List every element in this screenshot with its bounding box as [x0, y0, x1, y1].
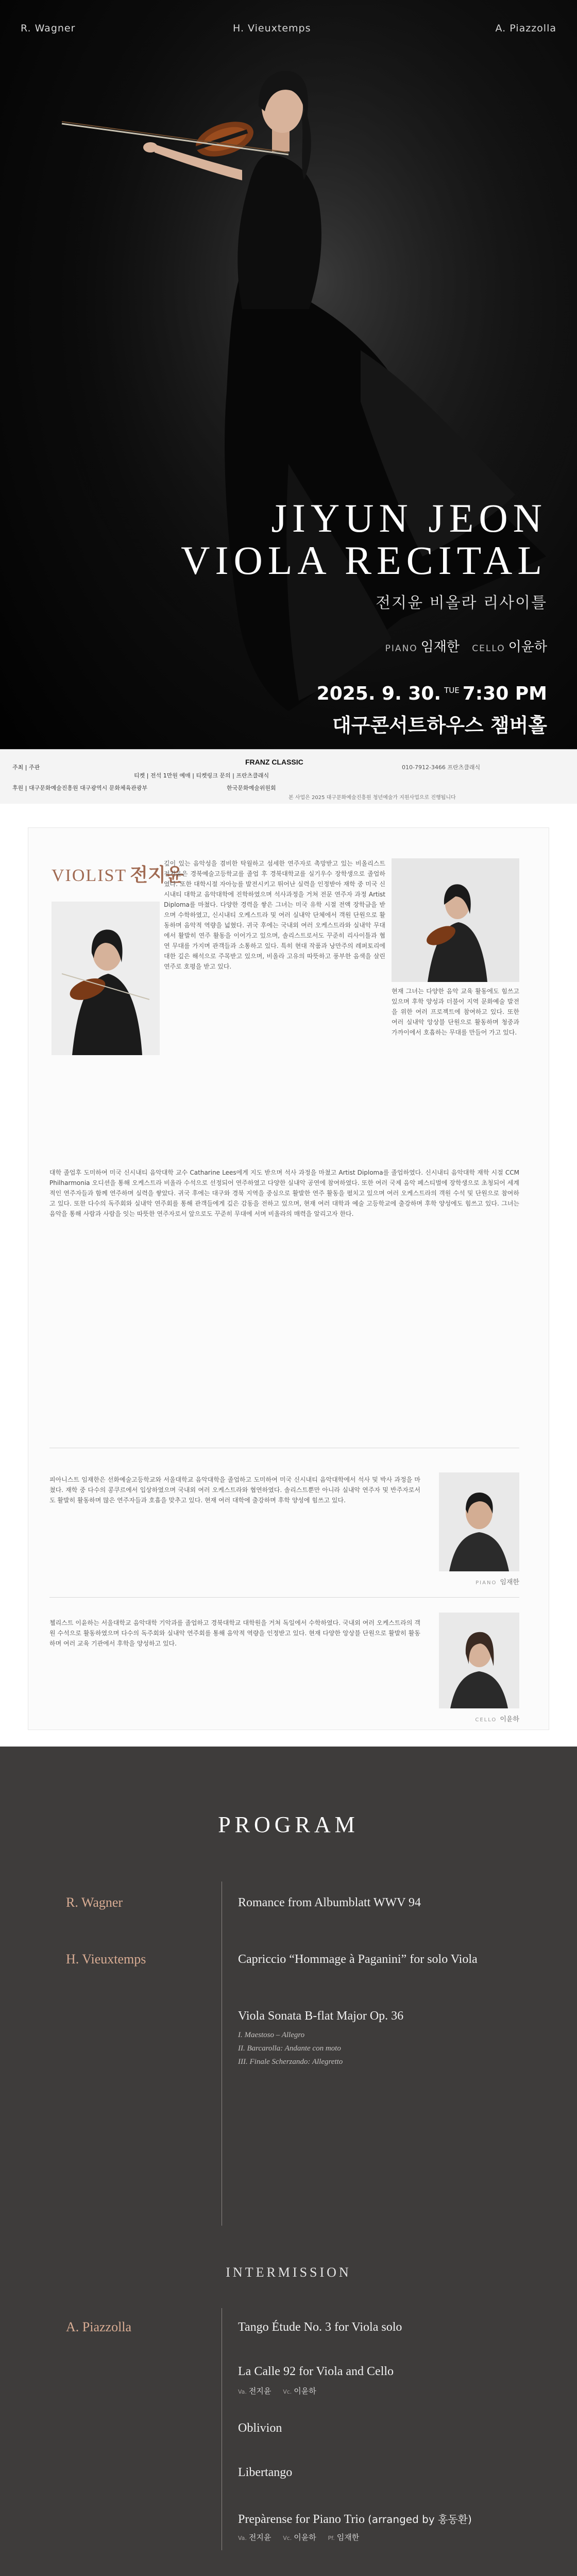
work-la-calle-92: La Calle 92 for Viola and Cello: [238, 2365, 394, 2378]
bio-divider-2: [49, 1597, 519, 1598]
preparense-arranger: (arranged by 홍동환): [367, 2513, 472, 2526]
cast-role-piano: PIANO: [385, 643, 418, 654]
sonata-movement-3: III. Finale Scherzando: Allegretto: [238, 2058, 343, 2066]
footer-support-note: 본 사업은 2025 대구문화예술진흥원 청년예술가 지원사업으로 진행됩니다: [288, 795, 456, 801]
work-preparense: Prepàrense for Piano Trio (arranged by 홍동환): [238, 2513, 472, 2526]
violist-portrait: [52, 902, 160, 1055]
bio-paragraph-1: 깊이 있는 음악성을 겸비한 탁월하고 섬세한 연주자로 촉망받고 있는 비올리스트 전지윤은 경북예술고등학교를 졸업 후 경북대학교를 실기우수 장학생으로 졸업하였다. 또한 대학시절 자아능를 발전시키고 뛰어난 실력을 인정받아 재학 중 미국 신시내티 대학교 음악대학에 진학하였으며 석사과정을 거쳐 전문 연주자 과정 Artist Diploma를 마쳤다. 다양한 경력을 쌓은 그녀는 미국 유학 시절 전액 장학금을 받으며 수학하였고, 신시내티 오케스트라 및 여러 실내악 단체에서 객원 단원으로 활동하며 음악적 역량을 넓혔다. 귀국 후에는 국내외 여러 오케스트라와 실내악 무대에서 활발히 연주 활동을 이어가고 있으며, 솔리스트로서도 꾸준히 리사이틀과 협연 무대를 가지며 관객들과 소통하고 있다. 특히 현대 작품과 낭만주의 레퍼토리에 대한 깊은 해석으로 주목받고 있으며, 비올라 고유의 따뜻하고 풍부한 음색을 살린 연주로 호평을 받고 있다.: [164, 860, 385, 970]
title-kr: 전지윤 비올라 리사이틀: [376, 594, 547, 612]
pianist-bio: 피아니스트 임재한은 선화예술고등학교와 서울대학교 음악대학을 졸업하고 도미하여 미국 신시내티 음악대학에서 석사 및 박사 과정을 마쳤다. 재학 중 다수의 콩쿠르에서 입상하였으며 국내외 여러 오케스트라와 협연하였다. 솔리스트뿐만 아니라 실내악 연주자 및 반주자로서도 활발히 활동하며 많은 연주자들과 호흡을 맞추고 있다. 현재 여러 대학에 출강하며 후학 양성에 힘쓰고 있다.: [49, 1476, 420, 1504]
program-section: [0, 1747, 577, 2576]
cellist-caption: [439, 1714, 519, 1723]
concert-time: 7:30 PM: [462, 683, 547, 704]
cast-role-cello: CELLO: [472, 643, 505, 654]
composer-wagner-label: R. Wagner: [66, 1895, 123, 1910]
pianist-role: PIANO: [476, 1580, 497, 1586]
credit-viola: 전지윤: [248, 2533, 271, 2542]
work-libertango: Libertango: [238, 2466, 293, 2479]
pianist-photo: [439, 1472, 519, 1571]
poster-footer: [0, 749, 577, 804]
composer-wagner: R. Wagner: [21, 23, 76, 34]
work-wagner-romance: Romance from Albumblatt WWV 94: [238, 1896, 421, 1909]
composer-vieuxtemps-label: H. Vieuxtemps: [66, 1952, 146, 1967]
artist-biography: [0, 804, 577, 1747]
cellist-name: 이윤하: [500, 1716, 519, 1723]
work-tango-etude: Tango Étude No. 3 for Viola solo: [238, 2320, 402, 2334]
sonata-movement-2: II. Barcarolla: Andante con moto: [238, 2044, 341, 2053]
la-calle-credits: Va. 전지윤 Vc. 이윤하: [238, 2386, 316, 2396]
credit-cello: 이윤하: [294, 2533, 316, 2542]
cellist-role: CELLO: [475, 1717, 497, 1723]
concert-date: 2025. 9. 30.: [316, 683, 442, 704]
credit-viola: 전지윤: [248, 2386, 271, 2396]
cellist-photo: [439, 1613, 519, 1708]
footer-sponsors: 후원 | 대구문화예술진흥원 대구광역시 문화체육관광부: [12, 785, 148, 791]
cast-name-piano: 임재한: [420, 639, 460, 655]
concert-poster: [0, 0, 577, 804]
bio-heading-kr: 전지윤: [130, 865, 184, 886]
footer-brand-logo: FRANZ CLASSIC: [245, 758, 303, 766]
bio-paragraph-2: 대학 졸업후 도미하여 미국 신시내티 음악대학 교수 Catharine Lees에게 지도 받으며 석사 과정을 마쳤고 Artist Diploma를 졸업하였다. 신시내티 음악대학 재학 시절 CCM Philharmonia 오디션을 통해 오케스트라 비올라 수석으로 선정되어 연주하였고 다양한 실내악 공연에 참여하였다. 또한 여러 국제 음악 페스티벌에 장학생으로 초청되어 세계적인 연주자들과 함께 연주하며 실력을 쌓았다. 귀국 후에는 대구와 경북 지역을 중심으로 활발한 연주 활동을 펼치고 있으며 여러 오케스트라의 객원 수석 및 단원으로 참여하고 있다. 또한 다수의 독주회와 실내악 연주회를 통해 관객들에게 깊은 감동을 전하고 있으며, 현재 여러 대학과 예술 고등학교에 출강하며 후학 양성에도 힘쓰고 있다. 그녀는 음악을 통해 사람과 사람을 잇는 따뜻한 연주자로서 앞으로도 꾸준히 무대에 서며 비올라의 매력을 알리고자 한다.: [49, 1169, 519, 1217]
cast-name-cello: 이윤하: [508, 639, 547, 655]
work-vieuxtemps-capriccio: Capriccio “Hommage à Paganini” for solo Viola: [238, 1953, 478, 1966]
bio-paragraph-1b: 현재 그녀는 다양한 음악 교육 활동에도 힘쓰고 있으며 후학 양성과 더불어 지역 문화예술 발전을 위한 여러 프로젝트에 참여하고 있다. 또한 여러 실내악 앙상블 단원으로 활동하며 청중과 가까이에서 호흡하는 무대를 만들어 가고 있다.: [392, 988, 519, 1036]
title-artist-en: JIYUN JEON: [271, 496, 547, 540]
concert-datetime: [181, 683, 547, 704]
footer-contact: 010-7912-3466 프란츠클래식: [402, 764, 481, 771]
intermission-label: INTERMISSION: [226, 2265, 351, 2280]
credit-piano: 임재한: [336, 2533, 360, 2542]
violist-secondary-photo: [392, 858, 519, 982]
credit-cello: 이윤하: [294, 2386, 316, 2396]
composer-vieuxtemps: H. Vieuxtemps: [233, 23, 311, 34]
pianist-name: 임재한: [500, 1579, 519, 1586]
sonata-movement-1: I. Maestoso – Allegro: [238, 2031, 305, 2039]
poster-title-block: [181, 497, 547, 738]
cast-line: [181, 636, 547, 655]
preparense-credits: Va. 전지윤 Vc. 이윤하 Pf. 임재한: [238, 2533, 360, 2542]
footer-host: 주최 | 주관: [12, 764, 40, 771]
program-title: PROGRAM: [218, 1812, 359, 1837]
concert-venue: 대구콘서트하우스 챔버홀: [332, 714, 547, 737]
title-recital-en: VIOLA RECITAL: [181, 537, 547, 583]
composer-piazzolla: A. Piazzolla: [495, 23, 556, 34]
composer-names: [21, 23, 556, 38]
work-vieuxtemps-sonata: Viola Sonata B-flat Major Op. 36: [238, 2009, 404, 2023]
pianist-caption: [439, 1577, 519, 1586]
bio-heading-en: VIOLIST: [52, 866, 127, 885]
concert-day: TUE: [444, 685, 460, 695]
work-oblivion: Oblivion: [238, 2421, 282, 2435]
cellist-bio: 첼리스트 이윤하는 서울대학교 음악대학 기악과를 졸업하고 경북대학교 대학원을 거쳐 독일에서 수학하였다. 국내외 여러 오케스트라의 객원 수석으로 활동하였으며 다수의 독주회와 실내악 연주회를 통해 음악적 역량을 인정받고 있다. 현재 다양한 앙상블 단원으로 활발히 활동하며 여러 교육 기관에서 후학을 양성하고 있다.: [49, 1619, 420, 1647]
composer-piazzolla-label: A. Piazzolla: [66, 2319, 132, 2334]
footer-arts-council: 한국문화예술위원회: [227, 785, 276, 791]
footer-ticket-info: 티켓 | 전석 1만원 예매 | 티켓링크 문의 | 프란츠클래식: [134, 772, 269, 779]
